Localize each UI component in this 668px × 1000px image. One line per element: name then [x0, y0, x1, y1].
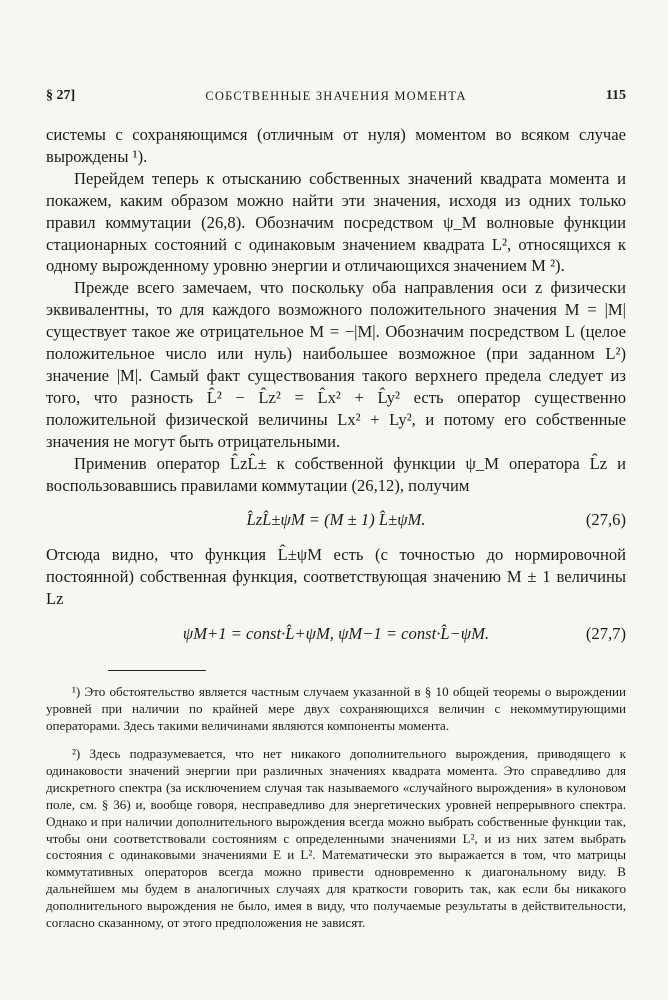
- paragraph-3: Прежде всего замечаем, что поскольку оба направления оси z физически эквивалентны, то для каждого возможного положительного значения M = |M| существует такое же отрицательное M = −|M|. Обозначим посредством L (целое положительное число или нуль) наибольшее возможное (при заданном L²) значение |M|. Самый факт существования такого верхнего предела следует из того, что разность L̂² − L̂z² = L̂x² + L̂y² есть оператор существенно положительной физической величины Lx² + Ly², и потому его собственные значения не могут быть отрицательными.: [46, 278, 626, 451]
- section-marker: § 27]: [46, 88, 76, 103]
- body-text: [46, 124, 626, 658]
- chapter-title: СОБСТВЕННЫЕ ЗНАЧЕНИЯ МОМЕНТА: [205, 89, 467, 103]
- equation-27-7-formula: ψM+1 = const·L̂+ψM, ψM−1 = const·L̂−ψM.: [182, 624, 490, 644]
- equation-27-6-number: (27,6): [585, 510, 626, 530]
- paragraph-1: системы с сохраняющимся (отличным от нуля) моментом во всяком случае вырождены ¹).: [46, 125, 626, 166]
- equation-27-6: [46, 496, 626, 544]
- paragraph-2: Перейдем теперь к отысканию собственных значений квадрата момента и покажем, каким образом можно найти эти значения, исходя из одних только правил коммутации (26,8). Обозначим посредством ψ_M волновые функции стационарных состояний с одинаковым значением квадрата L², относящихся к одному вырожденному уровню энергии и отличающихся значением M ²).: [46, 168, 626, 276]
- page-number: 115: [605, 88, 626, 103]
- equation-27-6-formula: L̂zL̂±ψM = (M ± 1) L̂±ψM.: [246, 510, 426, 530]
- footnote-2: [46, 746, 626, 932]
- footnote-separator: [108, 670, 206, 671]
- running-header: [46, 88, 626, 110]
- equation-27-7: [46, 610, 626, 658]
- paragraph-4: Применив оператор L̂zL̂± к собственной функции ψ_M оператора L̂z и воспользовавшись правилами коммутации (26,12), получим: [46, 453, 626, 495]
- paragraph-5: Отсюда видно, что функция L̂±ψM есть (с точностью до нормировочной постоянной) собственная функция, соответствующая значению M ± 1 величины Lz: [46, 545, 626, 609]
- equation-27-7-number: (27,7): [585, 624, 626, 644]
- footnote-2-text: ²) Здесь подразумевается, что нет никакого дополнительного вырождения, приводящего к одинаковости значений энергии при различных значениях квадрата момента. Это справедливо для дискретного спектра (за исключением случая так называемого «случайного вырождения» в кулоновом поле, см. § 36) и, вообще говоря, несправедливо для энергетических уровней непрерывного спектра. Однако и при наличии дополнительного вырождения всегда можно выбрать собственные функции так, чтобы они соответствовали состояниям с определенными значениями L², и из них затем выбрать состояния с одинаковыми значениями E и L². Математически это выражается в том, что матрицы коммутативных операторов всегда можно привести одновременно к диагональному виду. В дальнейшем мы будем в аналогичных случаях для краткости говорить так, как если бы никакого дополнительного вырождения не было, имея в виду, что получаемые результаты в действительности, согласно сказанному, от этого предположения не зависят.: [46, 746, 626, 931]
- footnote-1: [46, 684, 626, 735]
- footnote-1-text: ¹) Это обстоятельство является частным случаем указанной в § 10 общей теоремы о вырождении уровней при наличии по крайней мере двух сохраняющихся величин с некоммутирующими операторами. Здесь такими величинами являются компоненты момента.: [46, 684, 626, 733]
